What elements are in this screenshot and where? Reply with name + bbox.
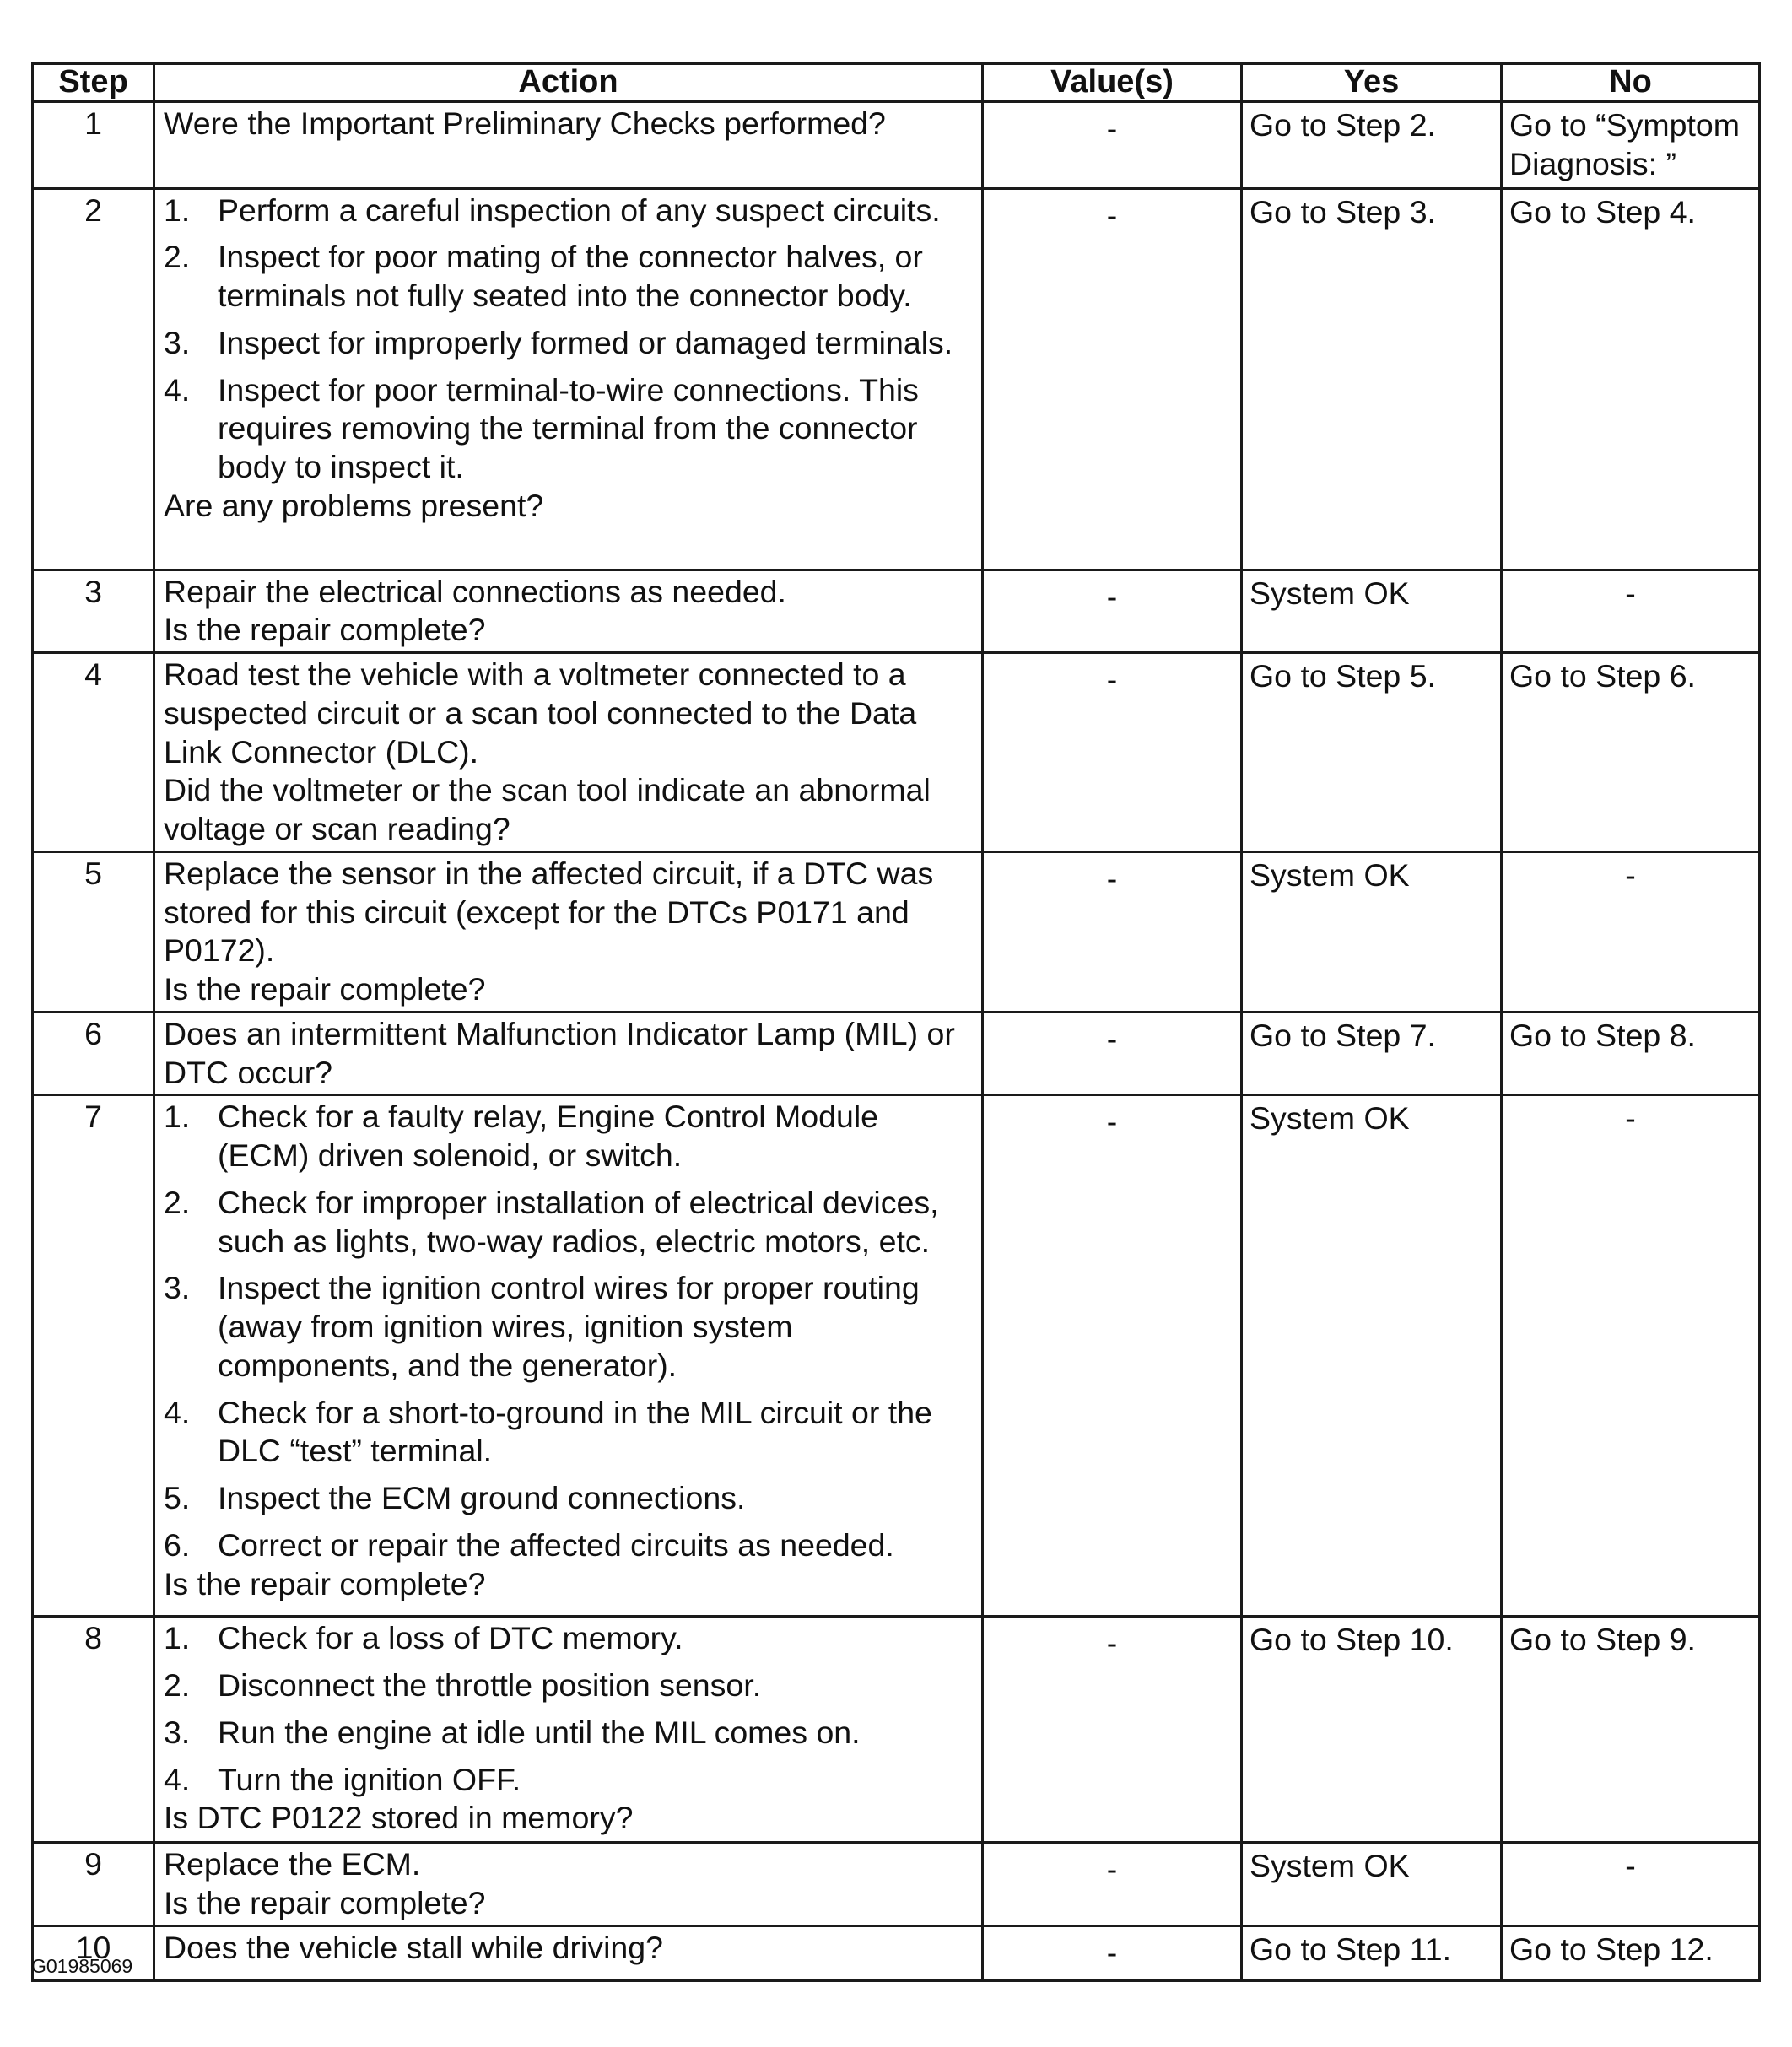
header-row bbox=[33, 64, 1760, 102]
table-row bbox=[33, 1925, 1760, 1980]
step-number: 2 bbox=[33, 188, 154, 570]
substep-number: 1. bbox=[164, 1099, 191, 1135]
action-question: Is the repair complete? bbox=[164, 1885, 486, 1920]
substep-number: 3. bbox=[164, 324, 191, 360]
substep-number: 1. bbox=[164, 1620, 191, 1656]
value-cell: - bbox=[983, 1617, 1242, 1843]
substep-number: 4. bbox=[164, 371, 191, 408]
substep-text: Inspect the ECM ground connections. bbox=[218, 1480, 746, 1515]
substep-text: Inspect the ignition control wires for proper routing (away from ignition wires, ignition system components, and the generator). bbox=[218, 1270, 920, 1383]
table-row bbox=[33, 851, 1760, 1012]
value-cell: - bbox=[983, 1925, 1242, 1980]
action-cell bbox=[154, 851, 983, 1012]
action-cell bbox=[154, 653, 983, 852]
header-yes: Yes bbox=[1242, 64, 1502, 102]
no-outcome: - bbox=[1502, 1095, 1760, 1617]
table-body bbox=[33, 102, 1760, 1981]
action-text: Were the Important Preliminary Checks performed? bbox=[164, 105, 886, 141]
substep-number: 2. bbox=[164, 1184, 191, 1220]
substep-number: 4. bbox=[164, 1394, 191, 1430]
substep-text: Check for a loss of DTC memory. bbox=[218, 1620, 683, 1656]
step-number: 1 bbox=[33, 102, 154, 189]
header-values: Value(s) bbox=[983, 64, 1242, 102]
action-cell bbox=[154, 188, 983, 570]
step-number: 10 bbox=[33, 1925, 154, 1980]
action-cell bbox=[154, 1843, 983, 1926]
no-outcome: Go to Step 8. bbox=[1502, 1012, 1760, 1095]
action-cell bbox=[154, 1925, 983, 1980]
no-outcome: - bbox=[1502, 1843, 1760, 1926]
step-number: 6 bbox=[33, 1012, 154, 1095]
table-row bbox=[33, 653, 1760, 852]
value-cell: - bbox=[983, 653, 1242, 852]
value-cell: - bbox=[983, 570, 1242, 653]
substep-item bbox=[164, 1666, 974, 1705]
substep-text: Perform a careful inspection of any suspect circuits. bbox=[218, 192, 941, 228]
table-row bbox=[33, 570, 1760, 653]
substep-text: Check for improper installation of electrical devices, such as lights, two-way radios, electric motors, etc. bbox=[218, 1184, 939, 1259]
step-number: 4 bbox=[33, 653, 154, 852]
value-cell: - bbox=[983, 102, 1242, 189]
step-number: 7 bbox=[33, 1095, 154, 1617]
substep-number: 6. bbox=[164, 1526, 191, 1563]
no-outcome: Go to “Symptom Diagnosis: ” bbox=[1502, 102, 1760, 189]
substep-list bbox=[164, 1098, 974, 1564]
no-outcome: Go to Step 9. bbox=[1502, 1617, 1760, 1843]
substep-item bbox=[164, 1526, 974, 1565]
action-question: Is DTC P0122 stored in memory? bbox=[164, 1800, 634, 1836]
substep-number: 5. bbox=[164, 1480, 191, 1515]
substep-number: 2. bbox=[164, 1667, 191, 1703]
value-cell: - bbox=[983, 851, 1242, 1012]
yes-outcome: Go to Step 3. bbox=[1242, 188, 1502, 570]
substep-item bbox=[164, 371, 974, 487]
substep-item bbox=[164, 1714, 974, 1753]
table-row bbox=[33, 1617, 1760, 1843]
substep-item bbox=[164, 192, 974, 230]
substep-text: Check for a short-to-ground in the MIL circuit or the DLC “test” terminal. bbox=[218, 1394, 932, 1469]
action-question: Is the repair complete? bbox=[164, 612, 486, 648]
step-number: 3 bbox=[33, 570, 154, 653]
table-row bbox=[33, 102, 1760, 189]
header-step: Step bbox=[33, 64, 154, 102]
yes-outcome: Go to Step 7. bbox=[1242, 1012, 1502, 1095]
substep-text: Turn the ignition OFF. bbox=[218, 1761, 521, 1797]
substep-number: 3. bbox=[164, 1714, 191, 1750]
step-number: 5 bbox=[33, 851, 154, 1012]
value-cell: - bbox=[983, 1095, 1242, 1617]
value-cell: - bbox=[983, 1012, 1242, 1095]
substep-number: 2. bbox=[164, 239, 191, 275]
substep-text: Inspect for improperly formed or damaged terminals. bbox=[218, 324, 953, 360]
action-cell bbox=[154, 102, 983, 189]
substep-text: Correct or repair the affected circuits as needed. bbox=[218, 1526, 894, 1563]
substep-item bbox=[164, 1761, 974, 1800]
step-number: 8 bbox=[33, 1617, 154, 1843]
substep-text: Inspect for poor terminal-to-wire connections. This requires removing the terminal from the connector body to inspect it. bbox=[218, 371, 919, 484]
yes-outcome: Go to Step 2. bbox=[1242, 102, 1502, 189]
substep-item bbox=[164, 1619, 974, 1658]
no-outcome: - bbox=[1502, 851, 1760, 1012]
action-cell bbox=[154, 1095, 983, 1617]
yes-outcome: Go to Step 5. bbox=[1242, 653, 1502, 852]
substep-item bbox=[164, 238, 974, 316]
yes-outcome: System OK bbox=[1242, 570, 1502, 653]
no-outcome: - bbox=[1502, 570, 1760, 653]
action-question: Is the repair complete? bbox=[164, 1565, 486, 1601]
substep-text: Inspect for poor mating of the connector halves, or terminals not fully seated into the connector body. bbox=[218, 239, 923, 313]
substep-item bbox=[164, 1098, 974, 1175]
substep-item bbox=[164, 1269, 974, 1385]
action-question: Are any problems present? bbox=[164, 487, 544, 523]
yes-outcome: System OK bbox=[1242, 851, 1502, 1012]
action-text: Does the vehicle stall while driving? bbox=[164, 1929, 663, 1965]
diagnostic-table bbox=[31, 62, 1761, 1982]
action-question: Is the repair complete? bbox=[164, 971, 486, 1007]
no-outcome: Go to Step 4. bbox=[1502, 188, 1760, 570]
substep-item bbox=[164, 1479, 974, 1518]
substep-item bbox=[164, 324, 974, 363]
action-cell bbox=[154, 1012, 983, 1095]
action-text: Does an intermittent Malfunction Indicator Lamp (MIL) or DTC occur? bbox=[164, 1015, 955, 1090]
substep-text: Check for a faulty relay, Engine Control Module (ECM) driven solenoid, or switch. bbox=[218, 1099, 879, 1173]
header-no: No bbox=[1502, 64, 1760, 102]
action-text: Replace the ECM. bbox=[164, 1846, 421, 1882]
substep-number: 3. bbox=[164, 1270, 191, 1306]
table-row bbox=[33, 188, 1760, 570]
table-row bbox=[33, 1843, 1760, 1926]
substep-list bbox=[164, 192, 974, 487]
header-action: Action bbox=[154, 64, 983, 102]
substep-number: 4. bbox=[164, 1761, 191, 1797]
value-cell: - bbox=[983, 1843, 1242, 1926]
action-text: Road test the vehicle with a voltmeter connected to a suspected circuit or a scan tool connected to the Data Link Connector (DLC). bbox=[164, 656, 917, 770]
substep-number: 1. bbox=[164, 192, 191, 228]
value-cell: - bbox=[983, 188, 1242, 570]
yes-outcome: System OK bbox=[1242, 1095, 1502, 1617]
table-row bbox=[33, 1012, 1760, 1095]
yes-outcome: Go to Step 10. bbox=[1242, 1617, 1502, 1843]
substep-list bbox=[164, 1619, 974, 1799]
no-outcome: Go to Step 12. bbox=[1502, 1925, 1760, 1980]
yes-outcome: Go to Step 11. bbox=[1242, 1925, 1502, 1980]
substep-item bbox=[164, 1394, 974, 1472]
substep-text: Disconnect the throttle position sensor. bbox=[218, 1667, 762, 1703]
action-question: Did the voltmeter or the scan tool indicate an abnormal voltage or scan reading? bbox=[164, 772, 931, 846]
substep-text: Run the engine at idle until the MIL comes on. bbox=[218, 1714, 861, 1750]
no-outcome: Go to Step 6. bbox=[1502, 653, 1760, 852]
yes-outcome: System OK bbox=[1242, 1843, 1502, 1926]
action-cell bbox=[154, 570, 983, 653]
action-text: Replace the sensor in the affected circuit, if a DTC was stored for this circuit (except for the DTCs P0171 and P0172). bbox=[164, 855, 934, 969]
table-row bbox=[33, 1095, 1760, 1617]
substep-item bbox=[164, 1184, 974, 1261]
action-cell bbox=[154, 1617, 983, 1843]
step-number: 9 bbox=[33, 1843, 154, 1926]
figure-id: G01985069 bbox=[31, 1955, 133, 1977]
action-text: Repair the electrical connections as needed. bbox=[164, 573, 786, 609]
